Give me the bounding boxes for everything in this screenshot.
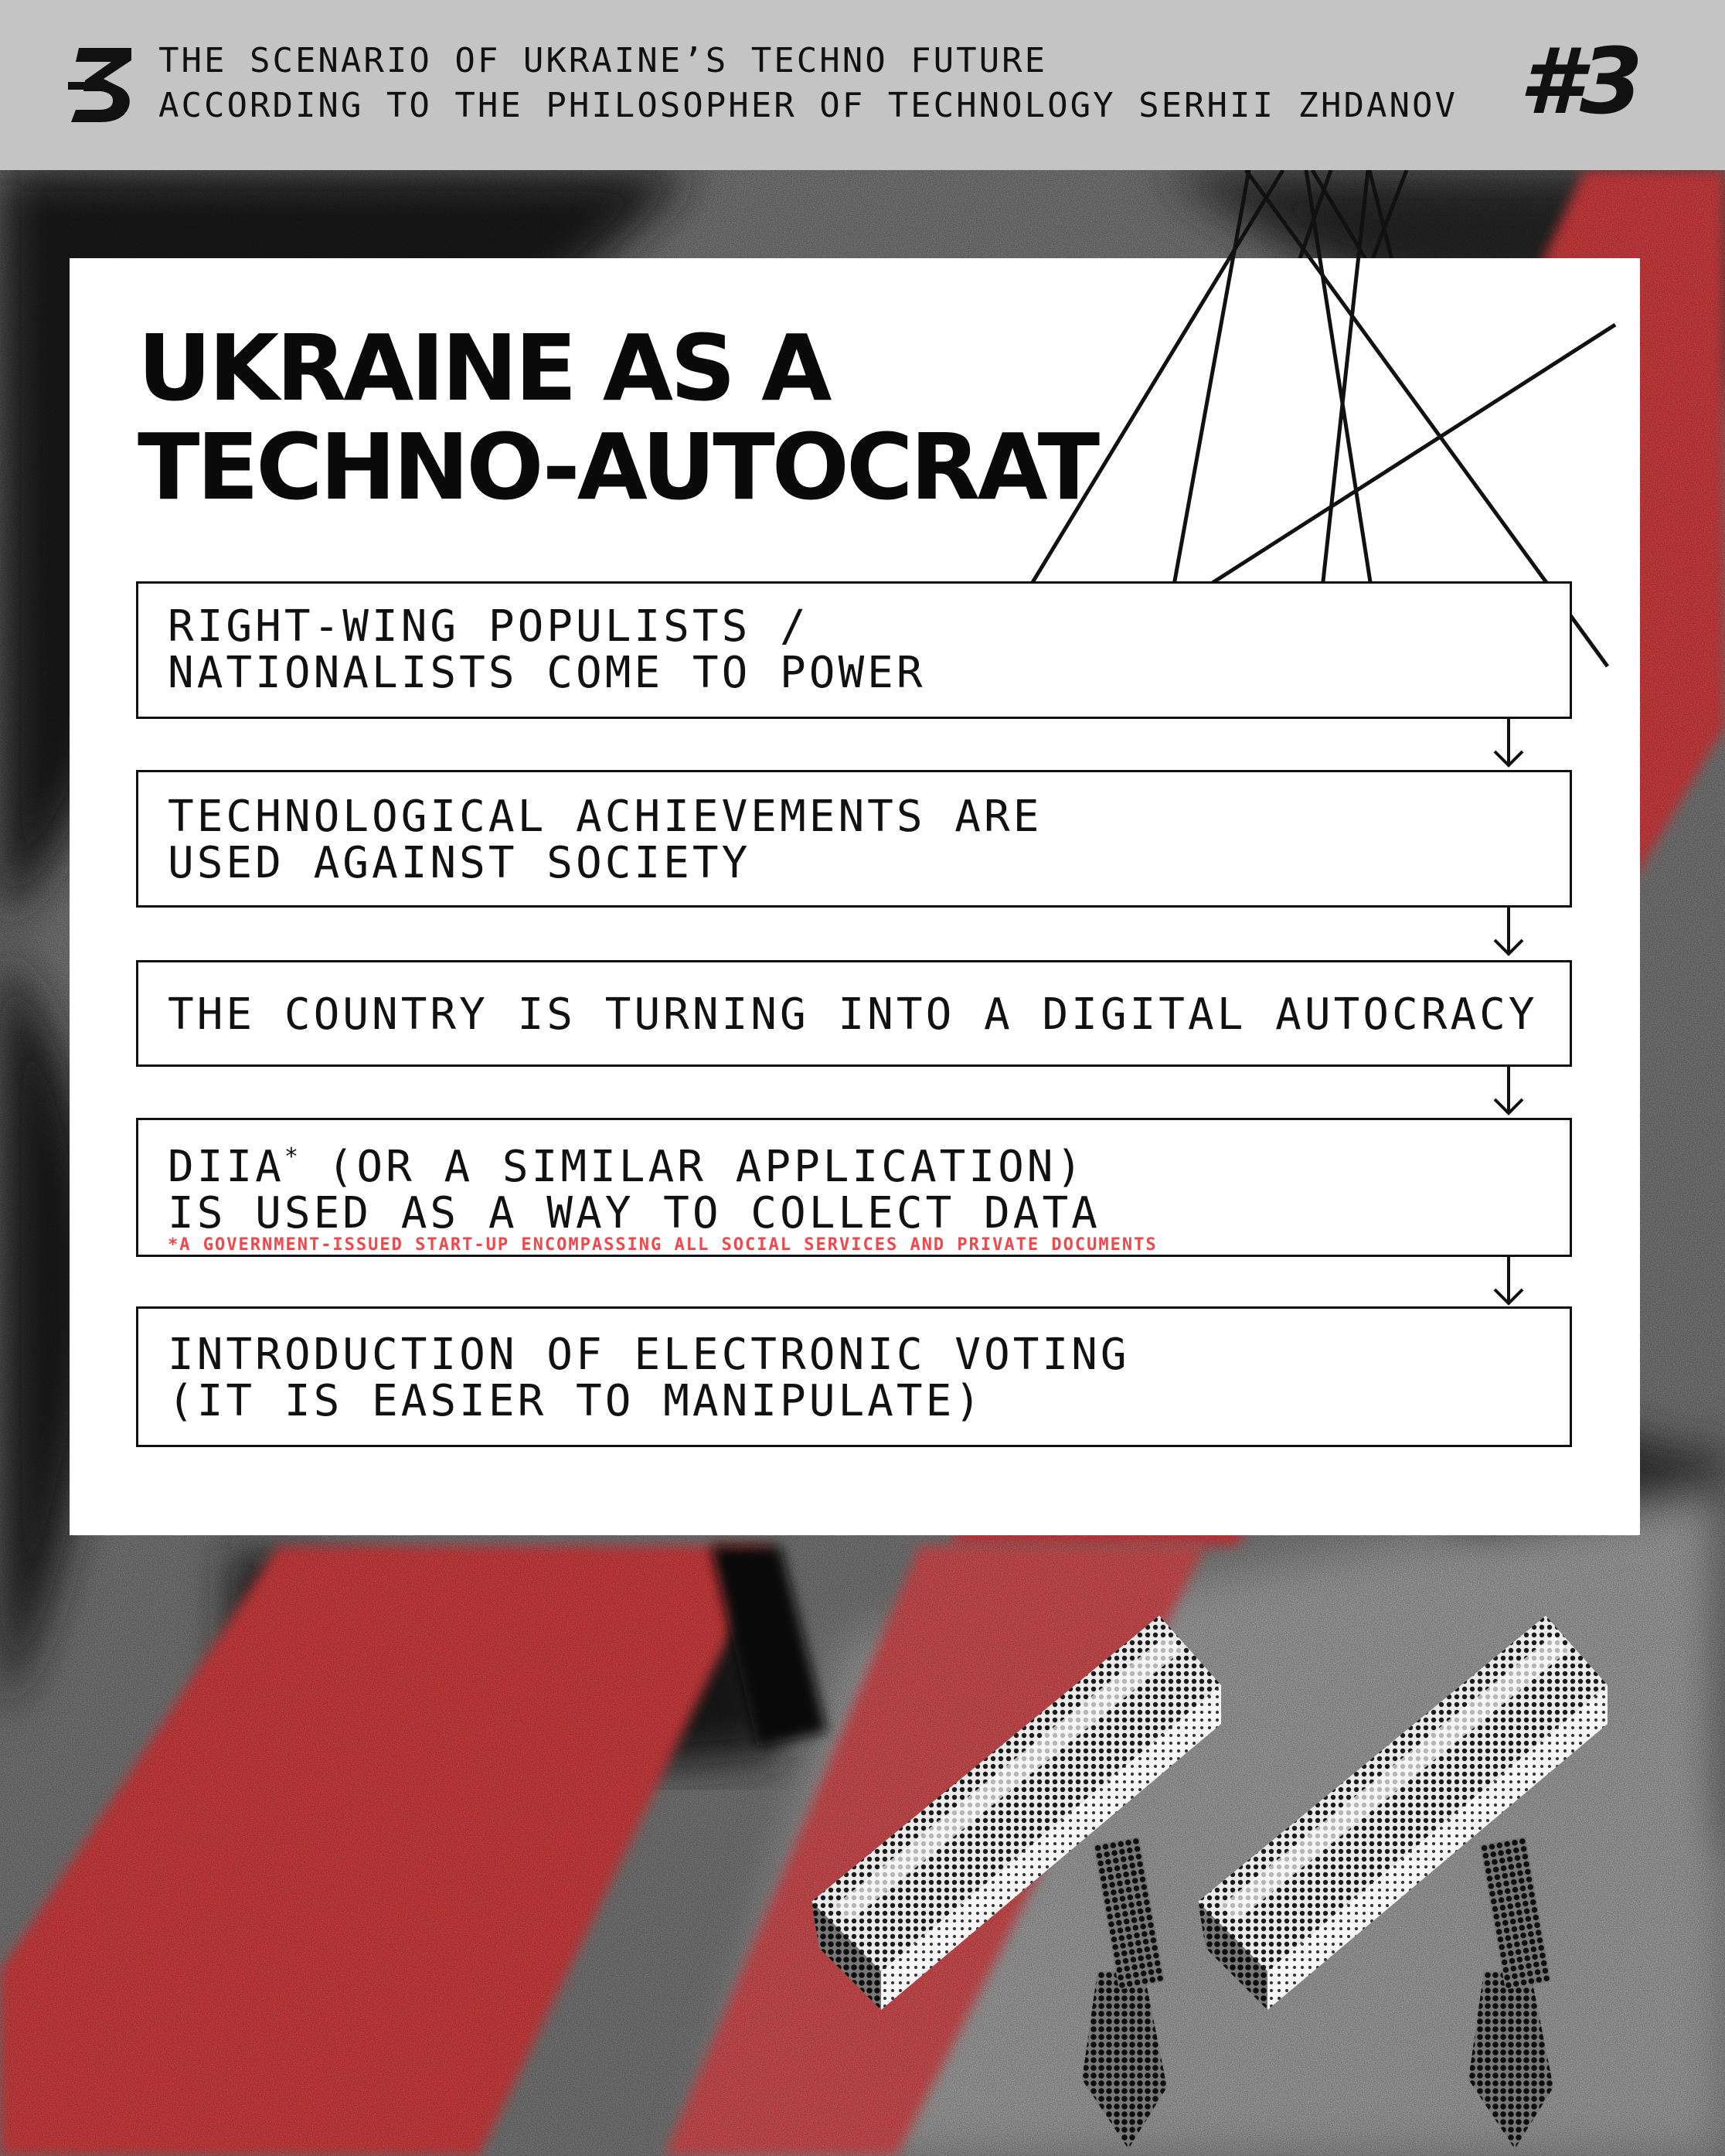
title-line-1: UKRAINE AS A	[138, 315, 829, 421]
arrow-down-icon	[1490, 908, 1527, 957]
step-4-line-1	[168, 1134, 1570, 1190]
arrow-down-icon	[1490, 1067, 1527, 1116]
header-line-1: THE SCENARIO OF UKRAINE’S TECHNO FUTURE	[158, 41, 1048, 80]
step-5-line-1: INTRODUCTION OF ELECTRONIC VOTING	[168, 1330, 1130, 1380]
diia-label: DIIA	[168, 1142, 284, 1192]
title-line-2: TECHNO-AUTOCRAT	[138, 414, 1097, 520]
step-4-line-2: IS USED AS A WAY TO COLLECT DATA	[168, 1188, 1101, 1238]
stylized-3-logo-icon	[68, 45, 134, 124]
issue-number: #3	[1519, 28, 1640, 135]
header-bar	[0, 0, 1725, 170]
arrow-down-icon	[1490, 719, 1527, 768]
arrow-down-icon	[1490, 1257, 1527, 1306]
asterisk-mark: *	[284, 1143, 298, 1170]
step-1-line-1: RIGHT-WING POPULISTS /	[168, 601, 809, 652]
step-box-4	[136, 1118, 1572, 1257]
step-3-line-1: THE COUNTRY IS TURNING INTO A DIGITAL AUTOCRACY	[168, 989, 1538, 1040]
page-title	[138, 315, 1220, 520]
step-box-1	[136, 581, 1572, 719]
step-1-line-2: NATIONALISTS COME TO POWER	[168, 648, 926, 698]
step-box-3	[136, 960, 1572, 1067]
header-caption	[158, 39, 1458, 128]
step-2-line-2: USED AGAINST SOCIETY	[168, 838, 751, 888]
content-card	[70, 258, 1640, 1535]
step-5-line-2: (IT IS EASIER TO MANIPULATE)	[168, 1376, 985, 1426]
step-box-5	[136, 1306, 1572, 1447]
step-2-line-1: TECHNOLOGICAL ACHIEVEMENTS ARE	[168, 792, 1043, 842]
header-line-2: ACCORDING TO THE PHILOSOPHER OF TECHNOLOGY SERHII ZHDANOV	[158, 86, 1458, 125]
footnote: *A GOVERNMENT-ISSUED START-UP ENCOMPASSING ALL SOCIAL SERVICES AND PRIVATE DOCUMENTS	[168, 1235, 1158, 1255]
step-4-line-1-rest: (OR A SIMILAR APPLICATION)	[298, 1142, 1086, 1192]
step-box-2	[136, 770, 1572, 908]
